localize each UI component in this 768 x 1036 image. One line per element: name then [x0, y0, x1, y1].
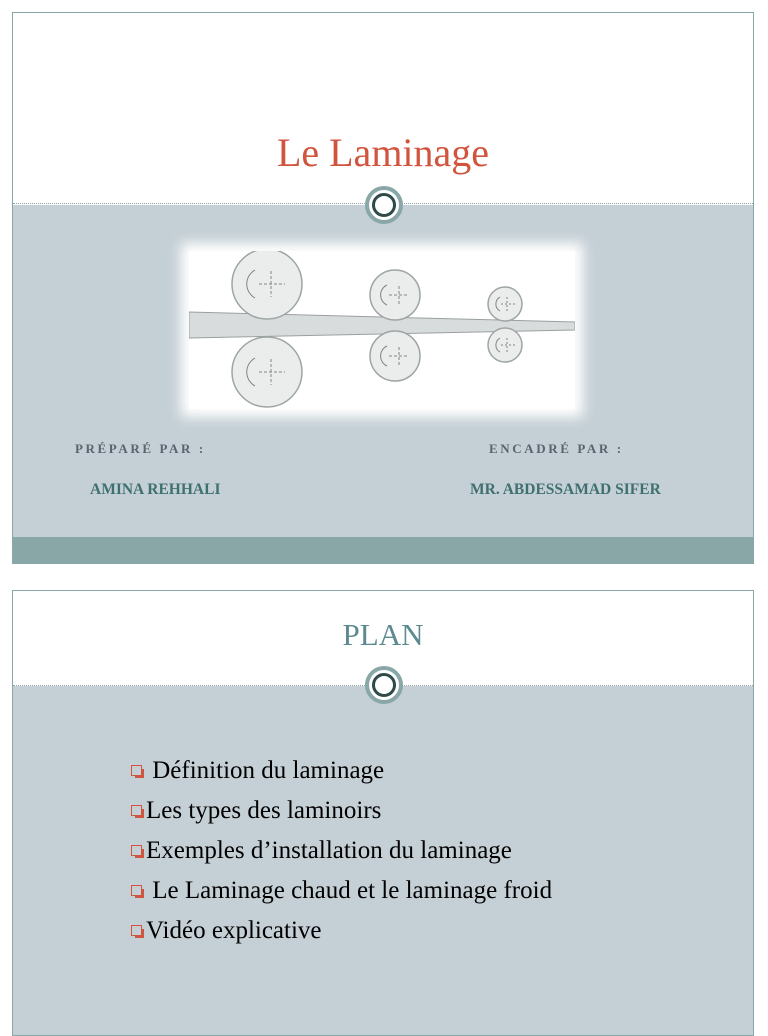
supervised-by-label: ENCADRÉ PAR :	[489, 441, 624, 456]
list-item: Définition du laminage	[131, 751, 552, 791]
plan-list	[131, 751, 552, 951]
prepared-by-label: PRÉPARÉ PAR :	[75, 441, 206, 456]
divider-ring-icon	[365, 186, 403, 224]
rolling-mill-illustration	[189, 251, 575, 409]
supervisor-name: MR. ABDESSAMAD SIFER	[470, 481, 661, 498]
checkbox-bullet-icon	[131, 765, 142, 776]
checkbox-bullet-icon	[131, 885, 142, 896]
list-item: Les types des laminoirs	[131, 791, 552, 831]
checkbox-bullet-icon	[131, 805, 142, 816]
list-item: Vidéo explicative	[131, 911, 552, 951]
list-item: Le Laminage chaud et le laminage froid	[131, 871, 552, 911]
plan-title: PLAN	[342, 617, 424, 652]
list-item: Exemples d’installation du laminage	[131, 831, 552, 871]
divider-ring-icon	[365, 666, 403, 704]
title-slide-header	[13, 13, 753, 205]
rolling-mill-diagram-icon	[189, 251, 575, 409]
plan-slide	[12, 590, 754, 1036]
checkbox-bullet-icon	[131, 845, 142, 856]
slide-footer-bar	[13, 537, 753, 564]
checkbox-bullet-icon	[131, 925, 142, 936]
title-slide	[12, 12, 754, 564]
author-name: AMINA REHHALI	[90, 481, 221, 498]
presentation-title: Le Laminage	[276, 130, 490, 175]
